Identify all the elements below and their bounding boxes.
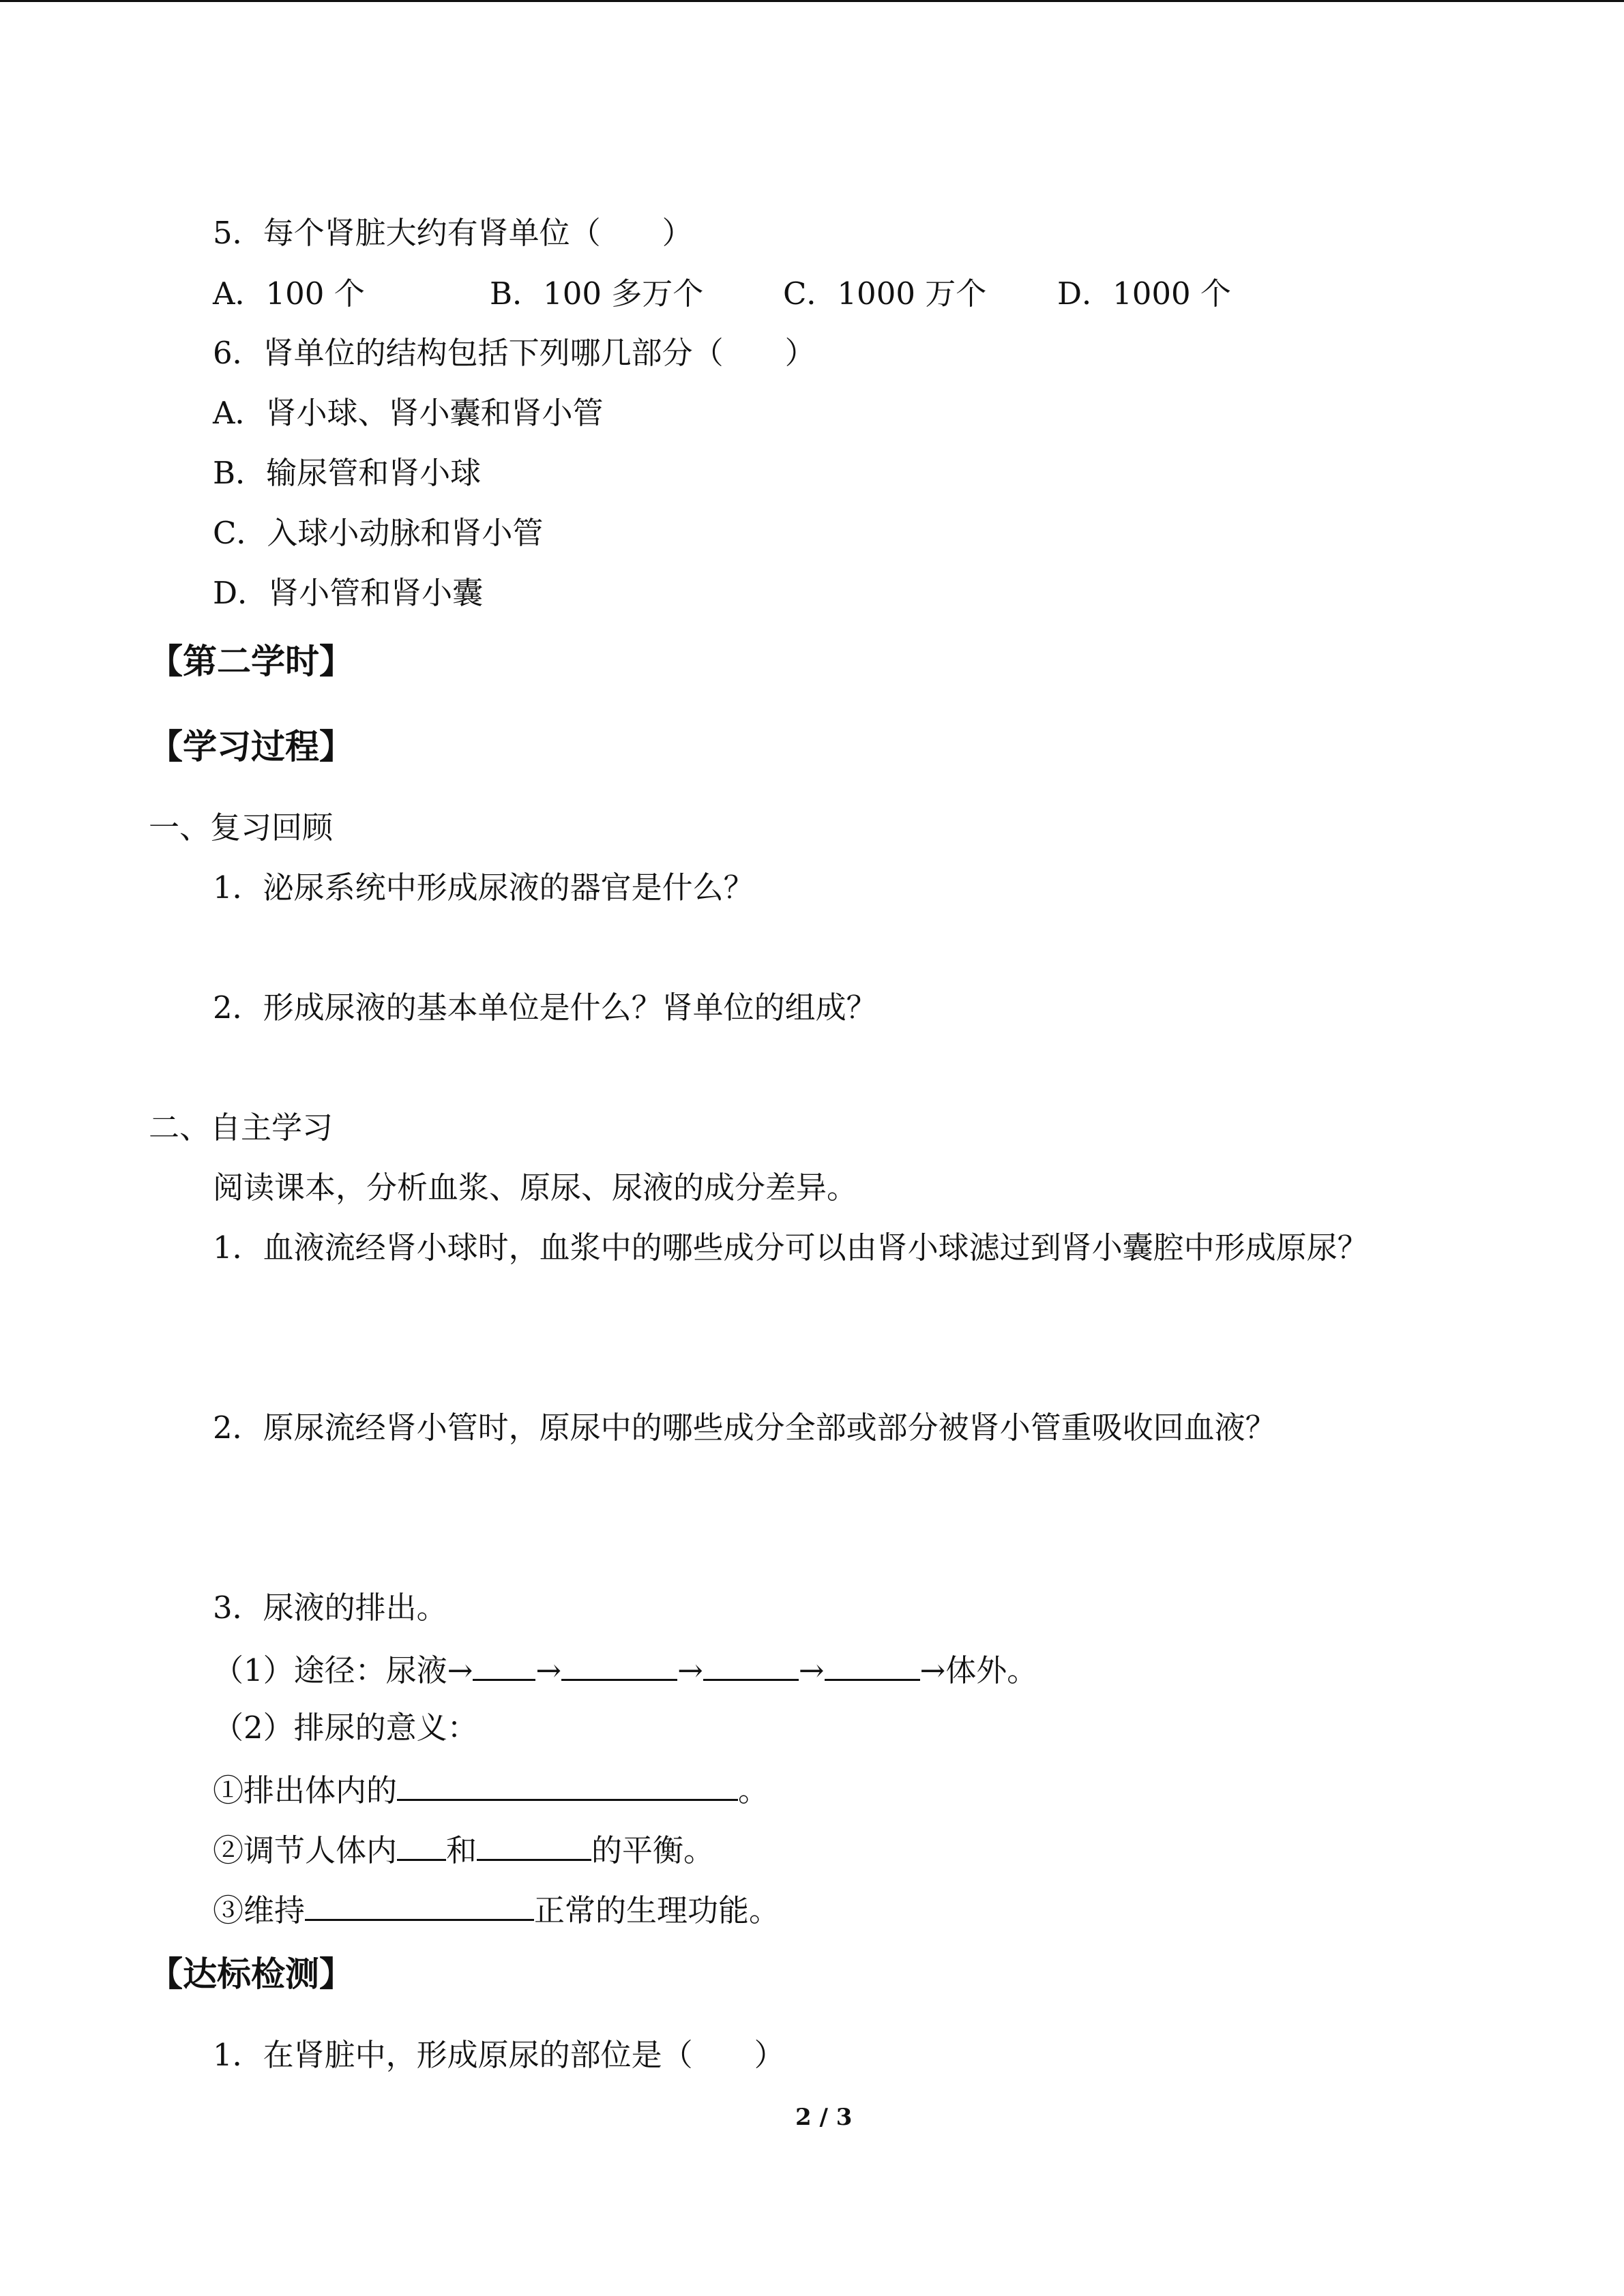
q6-option-a: A．肾小球、肾小囊和肾小管 [213,395,604,431]
route-blank-1[interactable] [473,1649,535,1681]
heading-assessment: 【达标检测】 [149,1954,353,1994]
item3-prefix: ③维持 [213,1892,306,1928]
assessment-question-1: 1．在肾脏中，形成原尿的部位是（ ） [213,2037,785,2073]
route-blank-4[interactable] [825,1649,920,1681]
significance-item-1 [213,1769,769,1810]
heading-second-period: 【第二学时】 [149,641,353,681]
heading-learning-process: 【学习过程】 [149,726,353,766]
self-study-question-3: 3．尿液的排出。 [213,1590,447,1626]
question-5: 5．每个肾脏大约有肾单位（ ） [213,215,693,251]
route-blank-2[interactable] [561,1649,677,1681]
question-6: 6．肾单位的结构包括下列哪几部分（ ） [213,335,816,371]
q6-option-c: C．入球小动脉和肾小管 [213,515,544,551]
route-suffix: →体外。 [919,1652,1038,1688]
q5-option-a: A．100 个 [213,275,365,312]
self-study-title: 二、自主学习 [149,1109,334,1146]
item1-prefix: ①排出体内的 [213,1772,398,1808]
item2-blank-2[interactable] [477,1829,591,1861]
self-study-question-1: 1．血液流经肾小球时，血浆中的哪些成分可以由肾小球滤过到肾小囊腔中形成原尿？ [213,1229,1368,1266]
significance-label: （2）排尿的意义： [213,1710,478,1746]
item2-prefix: ②调节人体内 [213,1832,398,1868]
self-study-question-2: 2．原尿流经肾小管时，原尿中的哪些成分全部或部分被肾小管重吸收回血液？ [213,1410,1276,1446]
route-arrow-2: → [677,1652,703,1688]
significance-item-3 [213,1889,780,1930]
item3-suffix: 正常的生理功能。 [534,1892,780,1928]
route-prefix: （1）途径：尿液→ [213,1652,473,1688]
review-question-2: 2．形成尿液的基本单位是什么？肾单位的组成？ [213,989,877,1026]
item1-blank[interactable] [397,1769,738,1801]
item2-blank-1[interactable] [397,1829,446,1861]
q6-option-b: B．输尿管和肾小球 [213,455,482,491]
urine-route-line [213,1649,1037,1690]
significance-item-2 [213,1829,714,1870]
self-study-intro: 阅读课本，分析血浆、原尿、尿液的成分差异。 [213,1169,858,1206]
item3-blank[interactable] [305,1889,534,1921]
route-blank-3[interactable] [703,1649,799,1681]
top-border-line [0,0,1624,2]
item2-mid: 和 [446,1832,477,1868]
q6-option-d: D．肾小管和肾小囊 [213,575,484,611]
q5-option-d: D．1000 个 [1057,275,1231,312]
item1-suffix: 。 [738,1772,769,1808]
item2-suffix: 的平衡。 [591,1832,715,1868]
review-title: 一、复习回顾 [149,809,334,846]
q5-option-c: C．1000 万个 [783,275,987,312]
route-arrow-3: → [798,1652,825,1688]
review-question-1: 1．泌尿系统中形成尿液的器官是什么？ [213,869,754,906]
q5-option-b: B．100 多万个 [490,275,704,312]
page-number: 2 / 3 [795,2104,853,2131]
route-arrow-1: → [535,1652,562,1688]
